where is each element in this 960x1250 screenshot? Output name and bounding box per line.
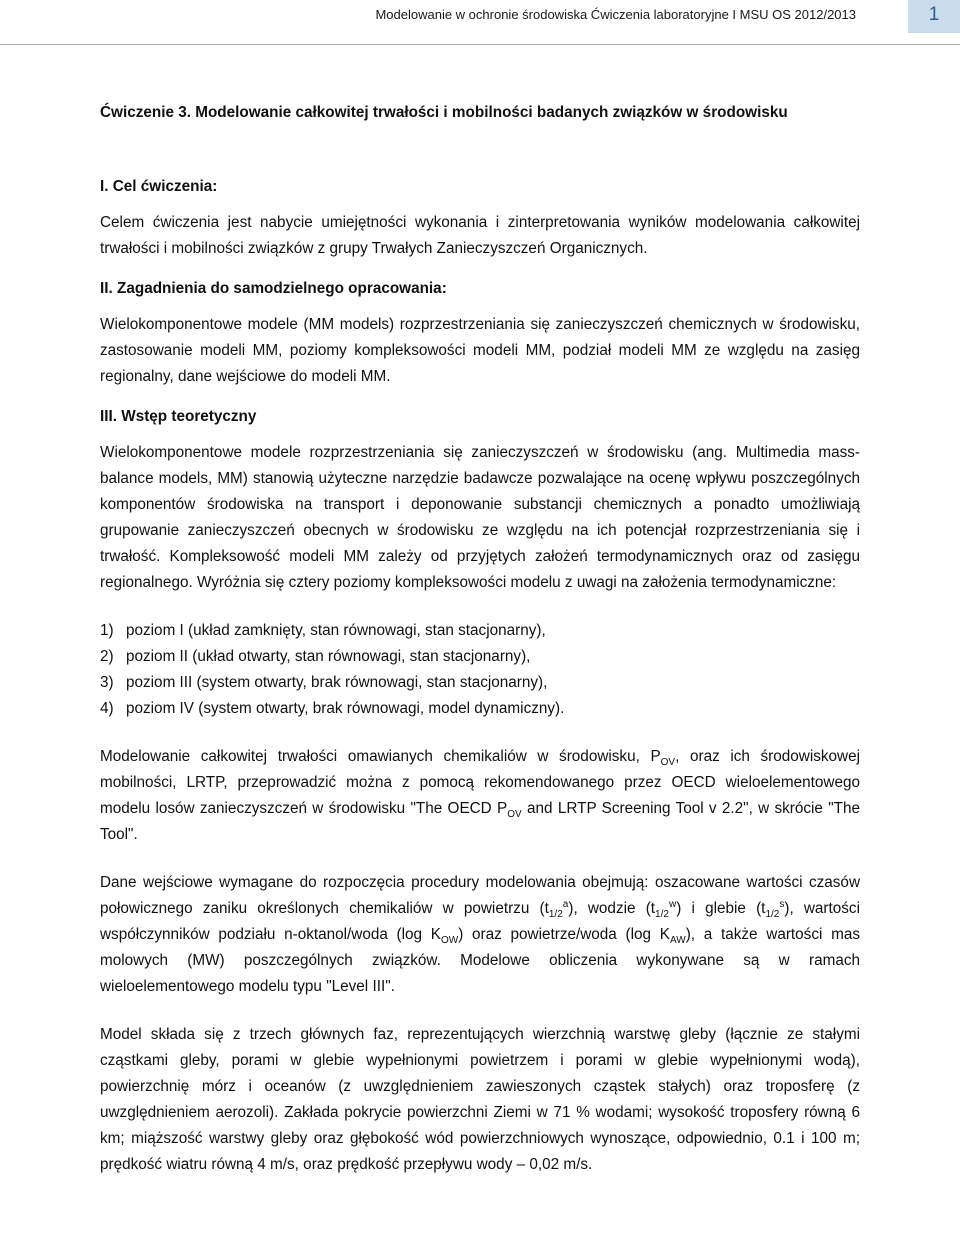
section-2-heading: II. Zagadnienia do samodzielnego opracowania:: [100, 280, 447, 297]
page-header: [0, 0, 960, 45]
paragraph-oecd-tool: Modelowanie całkowitej trwałości omawianych chemikaliów w środowisku, $P_{OV}$, oraz ich środowiskowej mobilności, LRTP, przeprowadzić można z pomocą rekomendowanego przez OECD wieloelementowego modelu losów zanieczyszczeń w środowisku "The OECD $P_{OV}$ and LRTP Screening Tool v 2.2", w skrócie "The Tool".: [100, 748, 861, 843]
document-body: [100, 100, 860, 1178]
section-1-heading: I. Cel ćwiczenia:: [100, 178, 218, 195]
paragraph-model-phases: Model składa się z trzech głównych faz, reprezentujących wierzchnią warstwę gleby (łącznie ze stałymi cząstkami gleby, porami w glebie wypełnionymi powietrzem i porami w glebie wypełnionymi wodą), powierzchnię mórz i oceanów (z uwzględnieniem zawieszonych cząstek stałych) oraz troposferę (z uwzględnieniem aerozoli). Zakłada pokrycie powierzchni Ziemi w 71 % wodami; wysokość troposfery równą 6 km; miąższość warstwy gleby oraz głębokość wód powierzchniowych wynoszące, odpowiednio, 0.1 i 100 m; prędkość wiatru równą 4 m/s, oraz prędkość przepływu wody – 0,02 m/s.: [100, 1026, 860, 1173]
section-2-text: Wielokomponentowe modele (MM models) rozprzestrzeniania się zanieczyszczeń chemicznych w środowisku, zastosowanie modeli MM, poziomy kompleksowości modeli MM, podział modeli MM ze względu na zasięg regionalny, dane wejściowe do modeli MM.: [100, 316, 860, 385]
list-item: 4) poziom IV (system otwarty, brak równowagi, model dynamiczny).: [100, 700, 565, 717]
list-item: 1) poziom I (układ zamknięty, stan równowagi, stan stacjonarny),: [100, 622, 546, 639]
running-title: Modelowanie w ochronie środowiska Ćwiczenia laboratoryjne I MSU OS 2012/2013: [375, 7, 856, 22]
page-number: 1: [908, 0, 960, 33]
section-3-intro: Wielokomponentowe modele rozprzestrzeniania się zanieczyszczeń w środowisku (ang. Multimedia mass-balance models, MM) stanowią użyteczne narzędzie badawcze pozwalające na ocenę wpływu poszczególnych komponentów środowiska na transport i deponowanie substancji chemicznych a ponadto umożliwiają grupowanie zanieczyszczeń obecnych w środowisku ze względu na ich potencjał rozprzestrzeniania się i trwałość. Kompleksowość modeli MM zależy od przyjętych założeń termodynamicznych oraz od zasięgu regionalnego. Wyróżnia się cztery poziomy kompleksowości modelu z uwagi na założenia termodynamiczne:: [100, 444, 860, 591]
section-1-text: Celem ćwiczenia jest nabycie umiejętności wykonania i zinterpretowania wyników modelowania całkowitej trwałości i mobilności związków z grupy Trwałych Zanieczyszczeń Organicznych.: [100, 214, 860, 257]
list-item: 2) poziom II (układ otwarty, stan równowagi, stan stacjonarny),: [100, 648, 531, 665]
section-3-heading: III. Wstęp teoretyczny: [100, 408, 257, 425]
complexity-levels-list: [100, 618, 860, 722]
list-item: 3) poziom III (system otwarty, brak równowagi, stan stacjonarny),: [100, 674, 548, 691]
document-title: Ćwiczenie 3. Modelowanie całkowitej trwałości i mobilności badanych związków w środowisku: [100, 104, 788, 121]
paragraph-input-data: Dane wejściowe wymagane do rozpoczęcia procedury modelowania obejmują: oszacowane wartości czasów połowicznego zaniku określonych chemikaliów w powietrzu $(t_{1/2}^a)$, wodzie $(t_{1/2}^w)$ i glebie $(t_{1/2}^s)$, wartości współczynników podziału n-oktanol/woda (log $K_{OW}$) oraz powietrze/woda (log $K_{AW}$), a także wartości mas molowych (MW) poszczególnych związków. Modelowe obliczenia wykonywane są w ramach wieloelementowego modelu typu "Level III".: [100, 874, 860, 995]
